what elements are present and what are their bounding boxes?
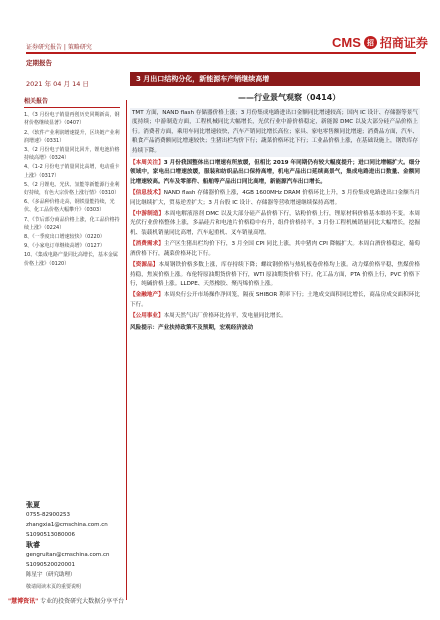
author-phone: 0755-82900253 <box>26 512 70 518</box>
section-text: 本周天然气出厂价格环比持平，发电量同比增长。 <box>163 313 287 320</box>
disclaimer-note: 敬请阅读末页的重要说明 <box>26 584 82 590</box>
section-tag: 【信息技术】 <box>130 190 164 197</box>
summary-paragraph: TMT 方面，NAND flash 存储器价格上涨；3 月份集成电路进出口金额同比增速较高；国内 IC 设计、存储器等景气度持续；中游制造方面，工程机械同比大幅增长，光伏行业中游价格稳定，新能源 DMC 以及大部分硅产品价格上行。消费者方面，乘用车同比增速较快，汽车产销同比增长高位；家具、家电零售额同比增速；消费品方面，汽车、粮食产品消费额同比增速较快；生猪出栏均价下行；蔬菜价格环比下行；工业品价格上涨，在基础设施上，钢铁库存持续下降。 <box>130 108 420 157</box>
related-report-link[interactable]: 7、《节后部分商品价格上涨，化工品价格持续上涨》（0224） <box>24 216 120 231</box>
related-report-link[interactable]: 8、《一季度出口增速较快》（0220） <box>24 234 105 241</box>
breadcrumb: 证券研究报告 | 策略研究 <box>26 44 92 51</box>
related-report-link[interactable]: 1、《3 月份电子销量再创历史同期新高，钢材价格继续显著》（0407） <box>24 112 120 127</box>
section-finance <box>130 291 420 310</box>
author-name: 张夏 <box>26 501 40 509</box>
related-report-link[interactable]: 4、《1-2 月份电子销量同比高增，电动重卡上涨》（0317） <box>24 164 120 179</box>
section-text: 3 月份我国整体出口增速有所放缓，但相比 2019 年同期仍有较大幅度提升；进口同比增幅扩大。细分领域中，家电出口增速放缓，服装和纺织品出口保持高增，机电产品出口延续高景气，集成电路进出口数量、金额同比增速较高。汽车及零部件、船舶等产品出口同比高增，新能源汽车出口增长。 <box>130 160 420 185</box>
author-email[interactable]: zhangxia1@cmschina.com.cn <box>26 522 108 528</box>
report-type: 定期报告 <box>26 59 52 67</box>
section-utilities <box>130 312 420 321</box>
section-focus <box>130 159 420 187</box>
section-tag: 【资源品】 <box>130 262 159 269</box>
section-tag: 【金融地产】 <box>130 292 164 299</box>
section-text: 本周电解液溶剂 DMC 以及大部分硅产品价格下行，钴粉价格上行，锂原材料价格基本维持不变。本周光伏行业价格整体上涨，多晶硅片和电池片价格稳中有升，组件价格持平。3 月份工程机械销量同比大幅增长，挖掘机、装载机销量同比高增，汽车起重机、叉车销量高增。 <box>130 211 420 236</box>
section-tag: 【公用事业】 <box>130 313 164 320</box>
section-tag: 【本周关注】 <box>130 160 164 167</box>
related-report-link[interactable]: 3、《2 月份电子销量同比回升，锂电池价格持续高增》（0324） <box>24 147 120 162</box>
related-report-link[interactable]: 5、《2 月锂电、光伏、氢能等新能源行业利好持续，有色大宗价格上涨行情》（0310） <box>24 181 120 197</box>
header-divider <box>26 52 416 54</box>
report-subtitle: ——行业景气观察（0414） <box>238 93 341 102</box>
logo-name: 招商证券 <box>379 36 428 50</box>
footer-brand: "慧博资讯" <box>8 598 39 605</box>
author-info <box>26 500 126 580</box>
logo-text: CMS <box>332 35 361 50</box>
section-midstream <box>130 210 420 238</box>
section-consumer <box>130 240 420 259</box>
section-tag: 【中游制造】 <box>130 211 165 218</box>
section-text: 主产区生猪出栏均价下行，3 月全国 CPI 同比上涨，其中猪肉 CPI 降幅扩大。本周白酒价格稳定，葡萄酒价格下行，蔬菜价格环比下行。 <box>130 241 420 257</box>
author-email[interactable]: gengruitan@cmschina.com.cn <box>26 552 110 558</box>
section-resources <box>130 261 420 289</box>
report-date: 2021 年 04 月 14 日 <box>26 80 89 88</box>
logo-seal-icon: 招 <box>364 36 377 49</box>
author-cert: S1090513080006 <box>26 532 75 538</box>
related-reports <box>24 98 120 269</box>
related-report-link[interactable]: 10、《集成电路产量同比高增长，基本金属价格上涨》（0120） <box>24 252 118 267</box>
section-text: 本周钢铁价格多数上涨，库存持续下降；螺纹钢价格与热轧板卷价格均上涨。动力煤价格平稳，焦煤价格持稳，焦炭价格上涨。布伦特原油期货价格下行，WTI 原油期货价格下行。化工品方面，PTA 价格上行，PVC 价格下行，纯碱价格上涨。LLDPE、天然橡胶、聚丙烯价格上涨。 <box>130 262 420 287</box>
brand-logo <box>332 34 428 51</box>
section-text: 本周央行公开市场操作净回笼，隔夜 SHIBOR 利率下行；土地成交面积同比增长，商品房成交面积环比下行。 <box>130 292 420 308</box>
related-report-link[interactable]: 6、《多品种价格走高，钢铁量能持续，光伏、化工品价格大幅攀升》（0303） <box>24 199 115 214</box>
related-reports-heading: 相关报告 <box>24 98 120 108</box>
related-report-link[interactable]: 9、《小家电订单继续高增》（0127） <box>24 243 105 250</box>
page-footer <box>8 596 124 605</box>
column-divider <box>126 100 127 600</box>
footer-slogan: 专业的投资研究大数据分享平台 <box>38 598 125 605</box>
report-title: 3 月出口结构分化，新能源车产销继续高增 <box>130 72 420 86</box>
section-info-tech <box>130 189 420 208</box>
risk-note: 风险提示：产业扶持政策不及预期，宏观经济波动 <box>130 324 254 331</box>
related-report-link[interactable]: 2、《软件产业利润增速提升，区块链产业利润增速》（0331） <box>24 129 120 144</box>
report-body <box>130 108 420 335</box>
section-text: NAND flash 存储器价格上涨，4GB 1600MHz DRAM 价格环比上升，3 月份集成电路进出口金额当月同比继续扩大，贸易逆差扩大；3 月台股 IC 设计、存储器等营收增速继续保持高增。 <box>130 190 420 206</box>
author-name: 耿睿 <box>26 541 40 549</box>
author-cert: S1090520020001 <box>26 562 75 568</box>
author-name: 陈星宇（研究助理） <box>26 572 76 578</box>
section-tag: 【消费需求】 <box>130 241 164 248</box>
